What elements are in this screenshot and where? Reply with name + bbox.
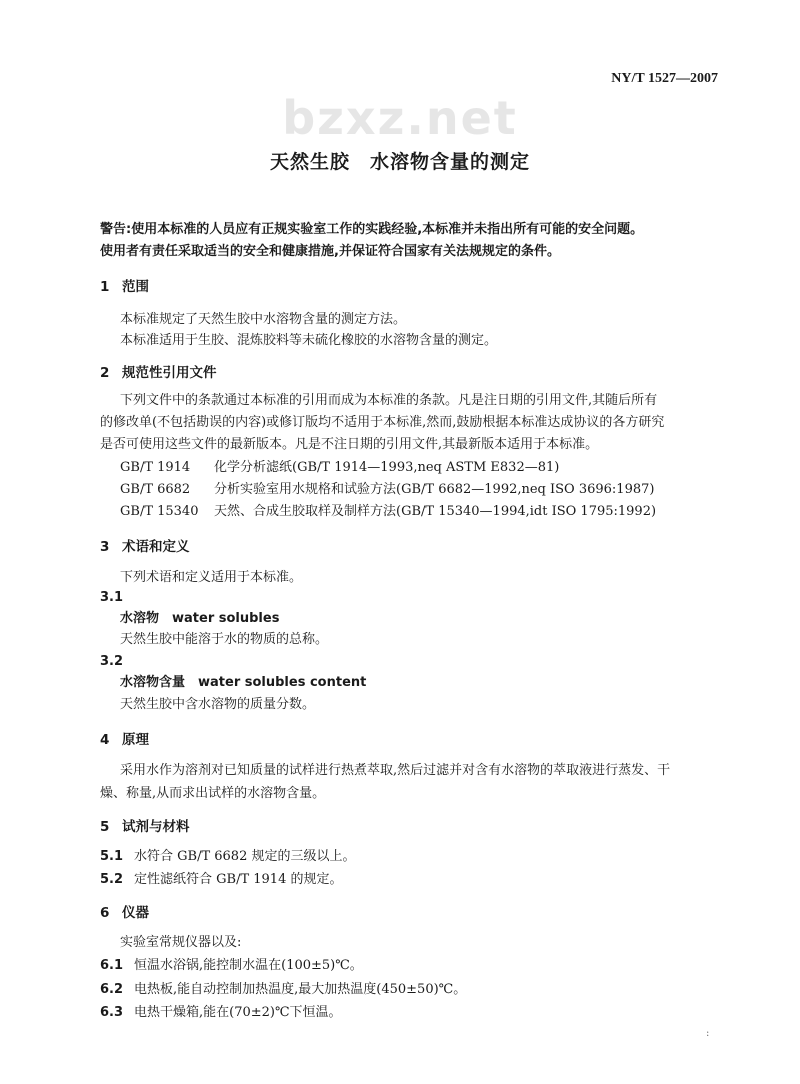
warning-line: 警告:使用本标准的人员应有正规实验室工作的实践经验,本标准并未指出所有可能的安全问题。 [100, 222, 644, 237]
paragraph: 本标准规定了天然生胶中水溶物含量的测定方法。 [120, 312, 407, 327]
list-item: 5.2 定性滤纸符合 GB/T 1914 的规定。 [100, 872, 343, 887]
reference: GB/T 1914 化学分析滤纸(GB/T 1914—1993,neq ASTM E832—81) [120, 460, 560, 475]
paragraph: 燥、称量,从而求出试样的水溶物含量。 [100, 786, 326, 801]
term: 水溶物 water solubles [120, 611, 280, 626]
section-heading: 5 试剂与材料 [100, 819, 190, 835]
reference: GB/T 6682 分析实验室用水规格和试验方法(GB/T 6682—1992,neq ISO 3696:1987) [120, 482, 655, 497]
document-title: 天然生胶 水溶物含量的测定 [269, 151, 530, 173]
section-heading: 4 原理 [100, 732, 149, 748]
section-heading: 2 规范性引用文件 [100, 365, 217, 381]
paragraph: 下列术语和定义适用于本标准。 [120, 570, 303, 585]
paragraph: 的修改单(不包括勘误的内容)或修订版均不适用于本标准,然而,鼓励根据本标准达成协议的各方研究 [100, 415, 665, 430]
term-number: 3.2 [100, 654, 124, 669]
section-heading: 3 术语和定义 [100, 539, 190, 555]
warning-line: 使用者有责任采取适当的安全和健康措施,并保证符合国家有关法规规定的条件。 [100, 244, 560, 259]
paragraph: 本标准适用于生胶、混炼胶料等未硫化橡胶的水溶物含量的测定。 [120, 333, 498, 348]
term-number: 3.1 [100, 590, 124, 605]
watermark: bzxz.net [282, 91, 518, 145]
reference: GB/T 15340 天然、合成生胶取样及制样方法(GB/T 15340—1994,idt ISO 1795:1992) [120, 504, 657, 519]
list-item: 6.2 电热板,能自动控制加热温度,最大加热温度(450±50)℃。 [100, 982, 467, 997]
list-item: 5.1 水符合 GB/T 6682 规定的三级以上。 [100, 849, 356, 864]
paragraph: 下列文件中的条款通过本标准的引用而成为本标准的条款。凡是注日期的引用文件,其随后所有 [120, 393, 658, 408]
paragraph: 实验室常规仪器以及: [120, 935, 242, 950]
page-mark: : [706, 1028, 710, 1039]
list-item: 6.3 电热干燥箱,能在(70±2)℃下恒温。 [100, 1005, 342, 1020]
term: 水溶物含量 water solubles content [120, 675, 367, 690]
section-heading: 1 范围 [100, 279, 149, 295]
term-definition: 天然生胶中能溶于水的物质的总称。 [120, 632, 329, 647]
term-definition: 天然生胶中含水溶物的质量分数。 [120, 697, 316, 712]
paragraph: 采用水作为溶剂对已知质量的试样进行热煮萃取,然后过滤并对含有水溶物的萃取液进行蒸发、干 [120, 763, 671, 778]
list-item: 6.1 恒温水浴锅,能控制水温在(100±5)℃。 [100, 958, 363, 973]
paragraph: 是否可使用这些文件的最新版本。凡是不注日期的引用文件,其最新版本适用于本标准。 [100, 437, 599, 452]
section-heading: 6 仪器 [100, 905, 149, 921]
standard-number: NY/T 1527—2007 [611, 71, 718, 86]
